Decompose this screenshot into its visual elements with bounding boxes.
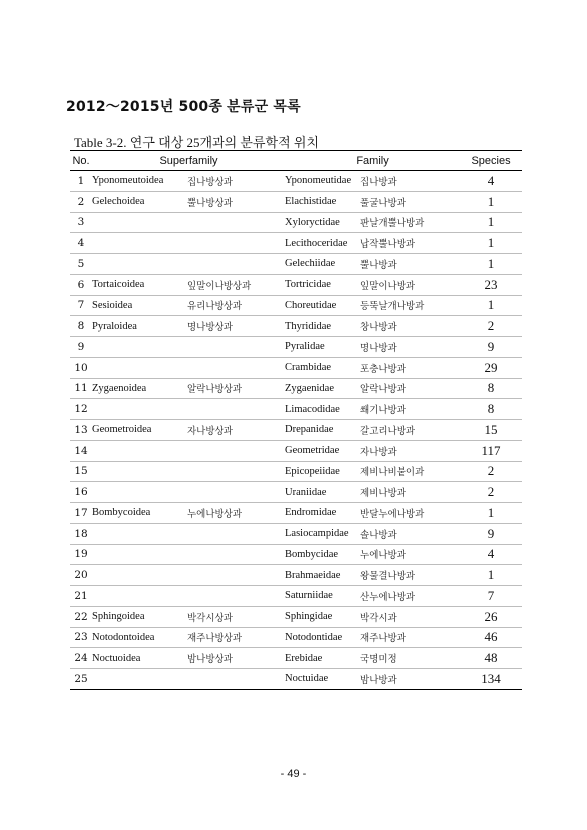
family-korean: 알락나방과 xyxy=(360,378,460,399)
family-latin: Epicopeiidae xyxy=(285,461,360,482)
table-row xyxy=(70,316,522,337)
species-count: 1 xyxy=(460,233,522,254)
superfamily-latin xyxy=(92,233,187,254)
row-no: 19 xyxy=(70,544,92,565)
species-count: 7 xyxy=(460,586,522,607)
family-korean: 잎말이나방과 xyxy=(360,274,460,295)
species-count: 8 xyxy=(460,378,522,399)
superfamily-korean: 재주나방상과 xyxy=(187,627,285,648)
species-count: 2 xyxy=(460,482,522,503)
superfamily-korean: 명나방상과 xyxy=(187,316,285,337)
family-latin: Saturniidae xyxy=(285,586,360,607)
family-latin: Bombycidae xyxy=(285,544,360,565)
superfamily-latin xyxy=(92,461,187,482)
table-row xyxy=(70,586,522,607)
table-row xyxy=(70,565,522,586)
superfamily-latin: Yponomeutoidea xyxy=(92,171,187,192)
family-latin: Lasiocampidae xyxy=(285,523,360,544)
col-header-family: Family xyxy=(285,151,460,171)
family-korean: 왕물결나방과 xyxy=(360,565,460,586)
family-korean: 판날개뿔나방과 xyxy=(360,212,460,233)
taxonomy-table xyxy=(70,150,522,690)
superfamily-korean xyxy=(187,440,285,461)
table-row xyxy=(70,648,522,669)
family-latin: Choreutidae xyxy=(285,295,360,316)
row-no: 22 xyxy=(70,606,92,627)
species-count: 2 xyxy=(460,316,522,337)
species-count: 8 xyxy=(460,399,522,420)
family-korean: 쐐기나방과 xyxy=(360,399,460,420)
species-count: 1 xyxy=(460,191,522,212)
superfamily-latin: Tortaicoidea xyxy=(92,274,187,295)
row-no: 4 xyxy=(70,233,92,254)
superfamily-korean xyxy=(187,482,285,503)
superfamily-korean: 누에나방상과 xyxy=(187,503,285,524)
family-korean: 명나방과 xyxy=(360,337,460,358)
species-count: 46 xyxy=(460,627,522,648)
superfamily-korean: 뿔나방상과 xyxy=(187,191,285,212)
species-count: 2 xyxy=(460,461,522,482)
superfamily-korean: 유리나방상과 xyxy=(187,295,285,316)
table-body xyxy=(70,171,522,690)
col-header-species: Species xyxy=(460,151,522,171)
superfamily-korean xyxy=(187,212,285,233)
table-row xyxy=(70,627,522,648)
species-count: 9 xyxy=(460,337,522,358)
species-count: 117 xyxy=(460,440,522,461)
superfamily-latin: Geometroidea xyxy=(92,420,187,441)
row-no: 15 xyxy=(70,461,92,482)
table-row xyxy=(70,233,522,254)
row-no: 11 xyxy=(70,378,92,399)
species-count: 29 xyxy=(460,357,522,378)
family-latin: Crambidae xyxy=(285,357,360,378)
superfamily-latin: Sesioidea xyxy=(92,295,187,316)
superfamily-latin: Bombycoidea xyxy=(92,503,187,524)
row-no: 14 xyxy=(70,440,92,461)
family-korean: 반달누에나방과 xyxy=(360,503,460,524)
row-no: 23 xyxy=(70,627,92,648)
table-row xyxy=(70,440,522,461)
row-no: 18 xyxy=(70,523,92,544)
superfamily-latin: Sphingoidea xyxy=(92,606,187,627)
col-header-superfamily: Superfamily xyxy=(92,151,285,171)
row-no: 2 xyxy=(70,191,92,212)
superfamily-korean xyxy=(187,357,285,378)
superfamily-korean: 집나방상과 xyxy=(187,171,285,192)
family-latin: Pyralidae xyxy=(285,337,360,358)
species-count: 48 xyxy=(460,648,522,669)
superfamily-latin xyxy=(92,482,187,503)
table-row xyxy=(70,274,522,295)
table-row xyxy=(70,544,522,565)
family-latin: Drepanidae xyxy=(285,420,360,441)
superfamily-latin xyxy=(92,399,187,420)
species-count: 1 xyxy=(460,212,522,233)
page-number: - 49 - xyxy=(280,768,307,780)
family-latin: Zygaenidae xyxy=(285,378,360,399)
family-latin: Tortricidae xyxy=(285,274,360,295)
table-row xyxy=(70,523,522,544)
row-no: 12 xyxy=(70,399,92,420)
species-count: 9 xyxy=(460,523,522,544)
family-korean: 풀굴나방과 xyxy=(360,191,460,212)
table-row xyxy=(70,503,522,524)
family-latin: Lecithoceridae xyxy=(285,233,360,254)
family-latin: Endromidae xyxy=(285,503,360,524)
family-korean: 재주나방과 xyxy=(360,627,460,648)
superfamily-korean xyxy=(187,565,285,586)
row-no: 8 xyxy=(70,316,92,337)
family-korean: 제비나비붙이과 xyxy=(360,461,460,482)
superfamily-latin: Notodontoidea xyxy=(92,627,187,648)
table-row xyxy=(70,191,522,212)
superfamily-korean xyxy=(187,523,285,544)
superfamily-korean: 알락나방상과 xyxy=(187,378,285,399)
superfamily-latin: Zygaenoidea xyxy=(92,378,187,399)
table-row xyxy=(70,254,522,275)
family-latin: Geometridae xyxy=(285,440,360,461)
superfamily-latin: Noctuoidea xyxy=(92,648,187,669)
species-count: 4 xyxy=(460,171,522,192)
table-row xyxy=(70,482,522,503)
superfamily-korean: 밤나방상과 xyxy=(187,648,285,669)
superfamily-korean: 잎말이나방상과 xyxy=(187,274,285,295)
row-no: 16 xyxy=(70,482,92,503)
superfamily-latin xyxy=(92,357,187,378)
family-korean: 등뚝날개나방과 xyxy=(360,295,460,316)
row-no: 25 xyxy=(74,672,88,685)
superfamily-korean xyxy=(187,544,285,565)
row-no: 7 xyxy=(70,295,92,316)
table-row xyxy=(70,337,522,358)
table-row xyxy=(70,399,522,420)
species-count: 1 xyxy=(460,565,522,586)
superfamily-latin xyxy=(92,212,187,233)
row-no: 1 xyxy=(70,171,92,192)
family-korean: 솔나방과 xyxy=(360,523,460,544)
superfamily-korean xyxy=(187,461,285,482)
superfamily-korean xyxy=(187,586,285,607)
species-count: 26 xyxy=(460,606,522,627)
family-latin: Elachistidae xyxy=(285,191,360,212)
superfamily-latin xyxy=(92,586,187,607)
table-row xyxy=(70,357,522,378)
row-no: 17 xyxy=(70,503,92,524)
family-korean: 제비나방과 xyxy=(360,482,460,503)
species-count: 1 xyxy=(460,503,522,524)
species-count: 1 xyxy=(460,254,522,275)
superfamily-latin: Gelechoidea xyxy=(92,191,187,212)
family-korean: 갈고리나방과 xyxy=(360,420,460,441)
row-no: 13 xyxy=(70,420,92,441)
species-count: 134 xyxy=(481,670,501,686)
family-korean: 누에나방과 xyxy=(360,544,460,565)
row-no: 9 xyxy=(70,337,92,358)
superfamily-latin xyxy=(92,544,187,565)
row-no: 3 xyxy=(70,212,92,233)
superfamily-korean: 자나방상과 xyxy=(187,420,285,441)
family-korean: 납작뿔나방과 xyxy=(360,233,460,254)
species-count: 23 xyxy=(460,274,522,295)
row-no: 6 xyxy=(70,274,92,295)
col-header-no: No. xyxy=(70,151,92,171)
family-latin: Sphingidae xyxy=(285,606,360,627)
family-latin: Limacodidae xyxy=(285,399,360,420)
superfamily-latin xyxy=(92,440,187,461)
table-row xyxy=(70,295,522,316)
row-no: 20 xyxy=(70,565,92,586)
page-heading: 2012～2015년 500종 분류군 목록 xyxy=(66,99,301,115)
family-latin: Yponomeutidae xyxy=(285,171,360,192)
family-korean: 창나방과 xyxy=(360,316,460,337)
table-header-row xyxy=(70,151,522,171)
table-caption: Table 3-2. 연구 대상 25개과의 분류학적 위치 xyxy=(74,135,320,150)
family-korean: 집나방과 xyxy=(360,171,460,192)
superfamily-korean: 박각시상과 xyxy=(187,606,285,627)
family-korean: 포충나방과 xyxy=(360,357,460,378)
table-row xyxy=(70,669,522,690)
family-latin: Erebidae xyxy=(285,648,360,669)
family-latin: Xyloryctidae xyxy=(285,212,360,233)
family-korean: 박각시과 xyxy=(360,606,460,627)
family-latin: Brahmaeidae xyxy=(285,565,360,586)
species-count: 4 xyxy=(460,544,522,565)
family-korean: 국명미정 xyxy=(360,648,460,669)
table-row xyxy=(70,378,522,399)
family-korean: 밤나방과 xyxy=(360,674,397,686)
table-row xyxy=(70,606,522,627)
family-korean: 산누에나방과 xyxy=(360,586,460,607)
superfamily-korean xyxy=(187,337,285,358)
superfamily-korean xyxy=(187,399,285,420)
superfamily-latin xyxy=(92,565,187,586)
table-row xyxy=(70,420,522,441)
row-no: 10 xyxy=(70,357,92,378)
table-row xyxy=(70,171,522,192)
family-latin: Thyrididae xyxy=(285,316,360,337)
superfamily-latin xyxy=(92,337,187,358)
row-no: 5 xyxy=(70,254,92,275)
superfamily-latin xyxy=(92,669,187,690)
family-latin: Noctuidae xyxy=(285,673,329,685)
row-no: 21 xyxy=(70,586,92,607)
superfamily-latin xyxy=(92,523,187,544)
family-latin: Uraniidae xyxy=(285,482,360,503)
superfamily-latin xyxy=(92,254,187,275)
superfamily-korean xyxy=(187,254,285,275)
family-latin: Notodontidae xyxy=(285,627,360,648)
table-row xyxy=(70,212,522,233)
family-latin: Gelechiidae xyxy=(285,254,360,275)
superfamily-korean xyxy=(187,669,285,690)
row-no: 24 xyxy=(70,648,92,669)
species-count: 15 xyxy=(460,420,522,441)
superfamily-korean xyxy=(187,233,285,254)
table-row xyxy=(70,461,522,482)
family-korean: 뿔나방과 xyxy=(360,254,460,275)
species-count: 1 xyxy=(460,295,522,316)
superfamily-latin: Pyraloidea xyxy=(92,316,187,337)
family-korean: 자나방과 xyxy=(360,440,460,461)
